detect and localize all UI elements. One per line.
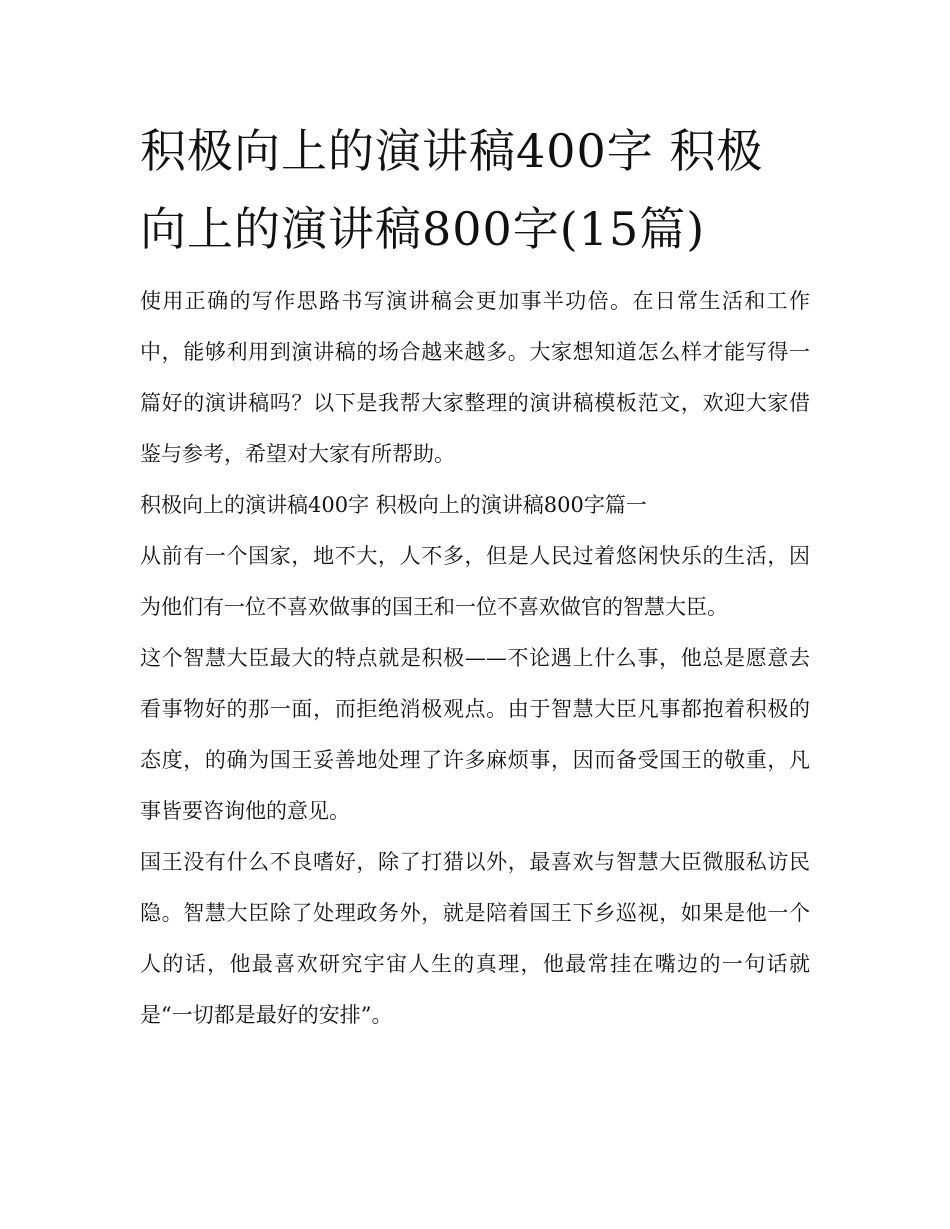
intro-paragraph: 使用正确的写作思路书写演讲稿会更加事半功倍。在日常生活和工作中，能够利用到演讲稿的场合越来越多。大家想知道怎么样才能写得一篇好的演讲稿吗？以下是我帮大家整理的演讲稿模板范文，欢迎大家借鉴与参考，希望对大家有所帮助。 [140,289,810,466]
body-paragraph: 这个智慧大臣最大的特点就是积极——不论遇上什么事，他总是愿意去看事物好的那一面，而拒绝消极观点。由于智慧大臣凡事都抱着积极的态度，的确为国王妥善地处理了许多麻烦事，因而备受国王的敬重，凡事皆要咨询他的意见。 [140,646,810,823]
body-paragraph: 从前有一个国家，地不大，人不多，但是人民过着悠闲快乐的生活，因为他们有一位不喜欢做事的国王和一位不喜欢做官的智慧大臣。 [140,544,810,619]
section-heading: 积极向上的演讲稿400字 积极向上的演讲稿800字篇一 [140,493,647,517]
body-paragraph: 国王没有什么不良嗜好，除了打猎以外，最喜欢与智慧大臣微服私访民隐。智慧大臣除了处理政务外，就是陪着国王下乡巡视，如果是他一个人的话，他最喜欢研究宇宙人生的真理，他最常挂在嘴边的一句话就是“一切都是最好的安排”。 [140,850,810,1027]
document-content [140,112,810,1041]
page-title: 积极向上的演讲稿400字 积极向上的演讲稿800字(15篇) [140,124,764,256]
